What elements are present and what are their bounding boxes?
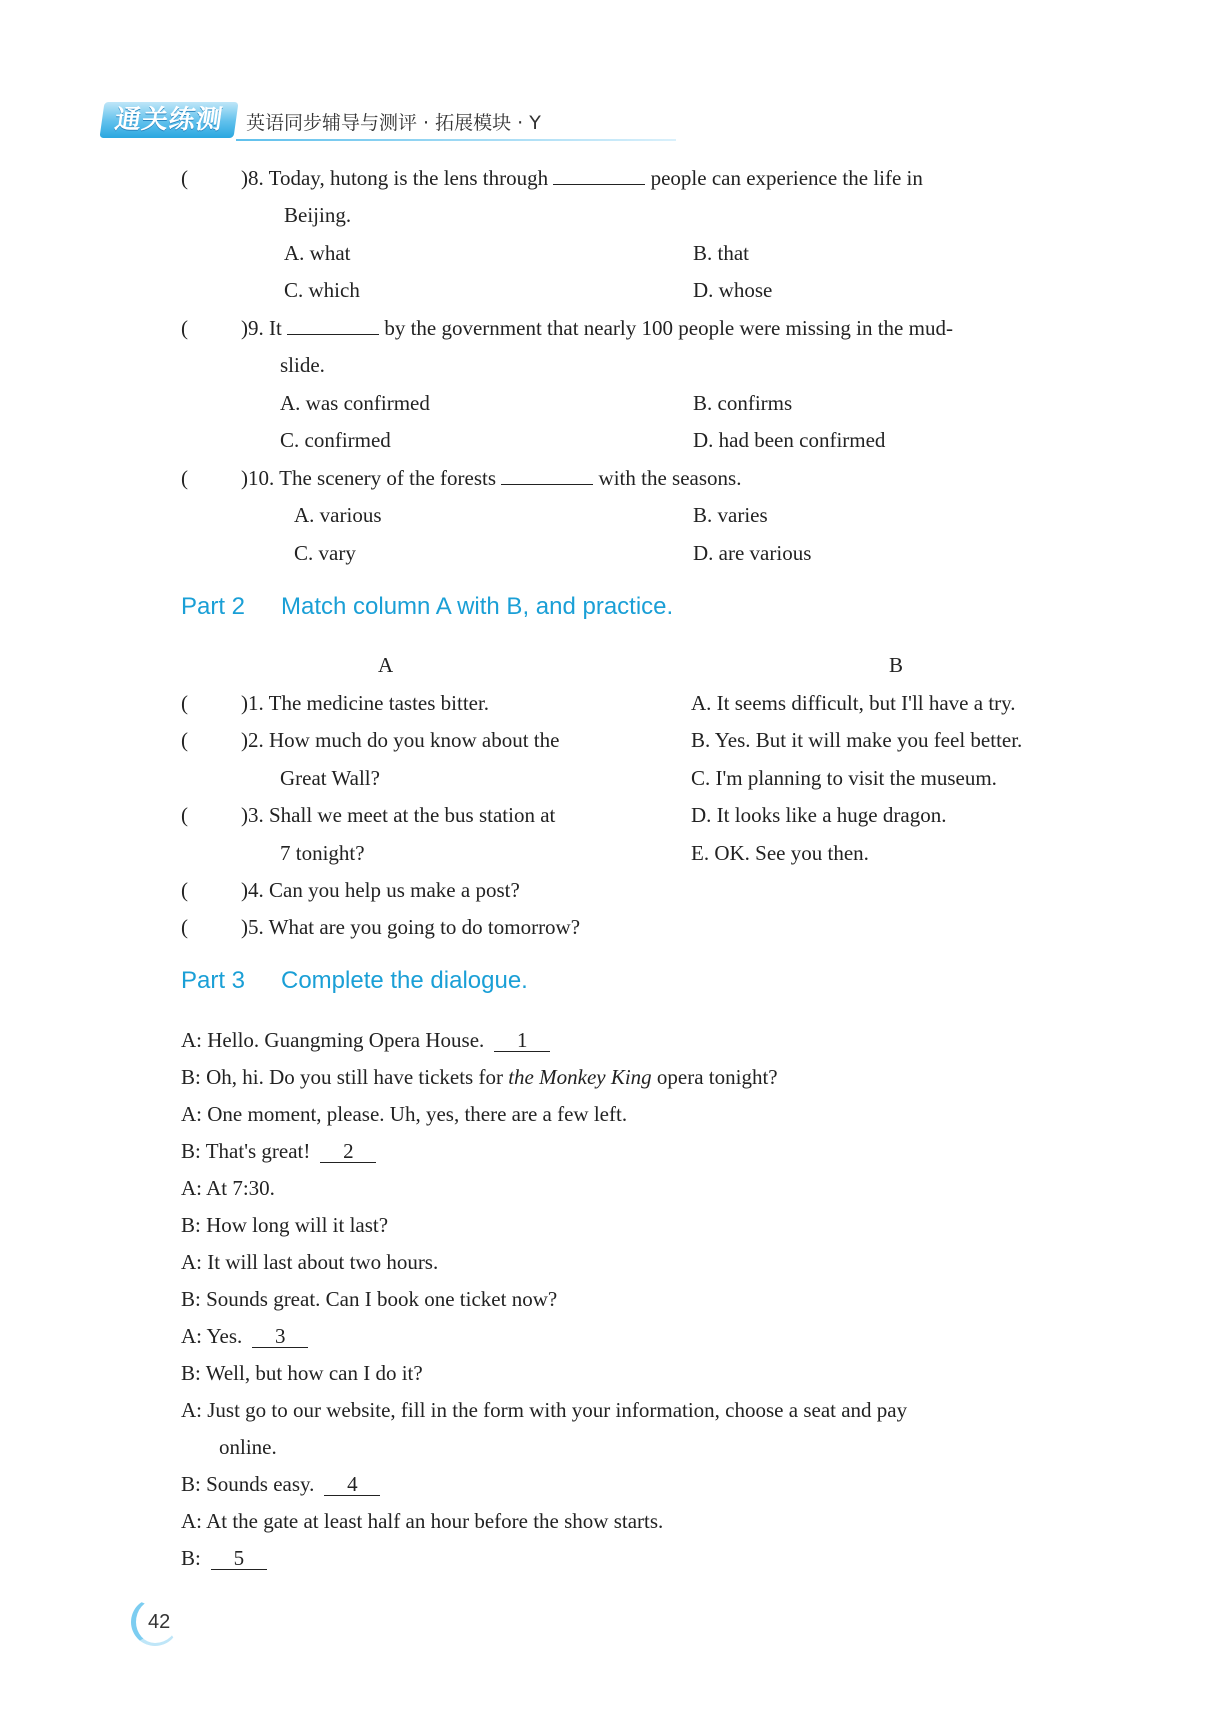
dialogue-line-6: B: How long will it last?	[181, 1213, 389, 1237]
match3-item	[241, 802, 555, 828]
page-number: 42	[148, 1611, 171, 1633]
match2-number: )2.	[241, 728, 264, 752]
q9-blank[interactable]	[287, 316, 379, 335]
dialogue-text-4: B: That's great!	[181, 1139, 311, 1163]
match5-number: )5.	[241, 915, 264, 939]
q10-option-d: D. are various	[693, 541, 812, 565]
match2-text: How much do you know about the	[269, 728, 560, 752]
q8-blank[interactable]	[553, 166, 645, 185]
q8-text-a: Today, hutong is the lens through	[268, 166, 549, 190]
answer-blank-5[interactable]: 5	[211, 1547, 267, 1570]
q9-number: )9.	[241, 316, 264, 340]
match5-text: What are you going to do tomorrow?	[268, 915, 581, 939]
dialogue-line-11-continuation: online.	[219, 1435, 277, 1459]
header-divider	[236, 139, 676, 141]
q10-option-b: B. varies	[693, 503, 768, 527]
dialogue-text-14: B:	[181, 1546, 201, 1570]
dialogue-text-9: A: Yes.	[181, 1324, 243, 1348]
page-header	[102, 98, 582, 144]
column-b-header: B	[889, 653, 904, 677]
dialogue-line-11: A: Just go to our website, fill in the form with your information, choose a seat and pay	[181, 1398, 908, 1422]
dialogue-line-7: A: It will last about two hours.	[181, 1250, 439, 1274]
q8-paren: (	[181, 166, 188, 190]
dialogue-line-10: B: Well, but how can I do it?	[181, 1361, 423, 1385]
q10-number: )10.	[241, 466, 275, 490]
q9-option-b: B. confirms	[693, 391, 793, 415]
part2-label: Part 2	[181, 593, 246, 620]
match-option-e: E. OK. See you then.	[691, 841, 869, 865]
match1-paren: (	[181, 691, 188, 715]
q10-paren: (	[181, 466, 188, 490]
q8-text-b: people can experience the life in	[650, 166, 923, 190]
q10-blank[interactable]	[501, 466, 593, 485]
page-number-badge	[131, 1598, 179, 1646]
dialogue-line-14	[181, 1545, 267, 1571]
answer-blank-4[interactable]: 4	[324, 1473, 380, 1496]
match3-text: Shall we meet at the bus station at	[269, 803, 556, 827]
dialogue-line-5: A: At 7:30.	[181, 1176, 275, 1200]
q9-option-a: A. was confirmed	[280, 391, 430, 415]
match2-paren: (	[181, 728, 188, 752]
q8-option-d: D. whose	[693, 278, 773, 302]
q9-text-b: by the government that nearly 100 people were missing in the mud-	[384, 316, 953, 340]
q9-option-d: D. had been confirmed	[693, 428, 886, 452]
q10-stem	[241, 465, 741, 491]
q8-stem	[241, 165, 923, 191]
dialogue-line-4	[181, 1138, 376, 1164]
answer-blank-2[interactable]: 2	[320, 1140, 376, 1163]
match3-paren: (	[181, 803, 188, 827]
header-title: 英语同步辅导与测评 · 拓展模块 · Y	[246, 112, 541, 134]
q8-option-b: B. that	[693, 241, 749, 265]
dialogue-text-2a: B: Oh, hi. Do you still have tickets for	[181, 1065, 503, 1089]
column-a-header: A	[378, 653, 394, 677]
q10-text-a: The scenery of the forests	[279, 466, 497, 490]
match4-item	[241, 877, 520, 903]
q9-option-c: C. confirmed	[280, 428, 391, 452]
part2-title: Match column A with B, and practice.	[281, 593, 674, 620]
match-option-c: C. I'm planning to visit the museum.	[691, 766, 997, 790]
q8-option-c: C. which	[284, 278, 360, 302]
dialogue-line-12	[181, 1471, 380, 1497]
q8-number: )8.	[241, 166, 264, 190]
q9-paren: (	[181, 316, 188, 340]
match2-item	[241, 727, 559, 753]
answer-blank-3[interactable]: 3	[252, 1325, 308, 1348]
match1-number: )1.	[241, 691, 264, 715]
match4-text: Can you help us make a post?	[269, 878, 520, 902]
match-option-a: A. It seems difficult, but I'll have a try.	[691, 691, 1016, 715]
dialogue-text-12: B: Sounds easy.	[181, 1472, 315, 1496]
q9-continuation: slide.	[280, 353, 325, 377]
q10-option-c: C. vary	[294, 541, 356, 565]
match-option-d: D. It looks like a huge dragon.	[691, 803, 947, 827]
part2-heading	[181, 593, 673, 621]
match3-number: )3.	[241, 803, 264, 827]
dialogue-text-1: A: Hello. Guangming Opera House.	[181, 1028, 485, 1052]
q9-stem	[241, 315, 953, 341]
match3-continuation: 7 tonight?	[280, 841, 365, 865]
q10-option-a: A. various	[294, 503, 382, 527]
dialogue-text-2b: opera tonight?	[656, 1065, 778, 1089]
dialogue-line-2	[181, 1064, 778, 1090]
q8-continuation: Beijing.	[284, 203, 352, 227]
match5-paren: (	[181, 915, 188, 939]
match-option-b: B. Yes. But it will make you feel better.	[691, 728, 1023, 752]
dialogue-line-8: B: Sounds great. Can I book one ticket now?	[181, 1287, 558, 1311]
part3-label: Part 3	[181, 967, 246, 994]
match1-item	[241, 690, 489, 716]
q8-option-a: A. what	[284, 241, 351, 265]
opera-title: the Monkey King	[508, 1065, 652, 1089]
match4-paren: (	[181, 878, 188, 902]
dialogue-line-1	[181, 1027, 550, 1053]
series-logo: 通关练测	[99, 102, 238, 138]
match4-number: )4.	[241, 878, 264, 902]
answer-blank-1[interactable]: 1	[494, 1029, 550, 1052]
match5-item	[241, 914, 580, 940]
q10-text-b: with the seasons.	[598, 466, 742, 490]
match2-continuation: Great Wall?	[280, 766, 380, 790]
q9-text-a: It	[269, 316, 282, 340]
match1-text: The medicine tastes bitter.	[268, 691, 490, 715]
part3-heading	[181, 967, 528, 995]
dialogue-line-13: A: At the gate at least half an hour before the show starts.	[181, 1509, 664, 1533]
part3-title: Complete the dialogue.	[281, 967, 528, 994]
dialogue-line-9	[181, 1323, 308, 1349]
dialogue-line-3: A: One moment, please. Uh, yes, there are a few left.	[181, 1102, 628, 1126]
